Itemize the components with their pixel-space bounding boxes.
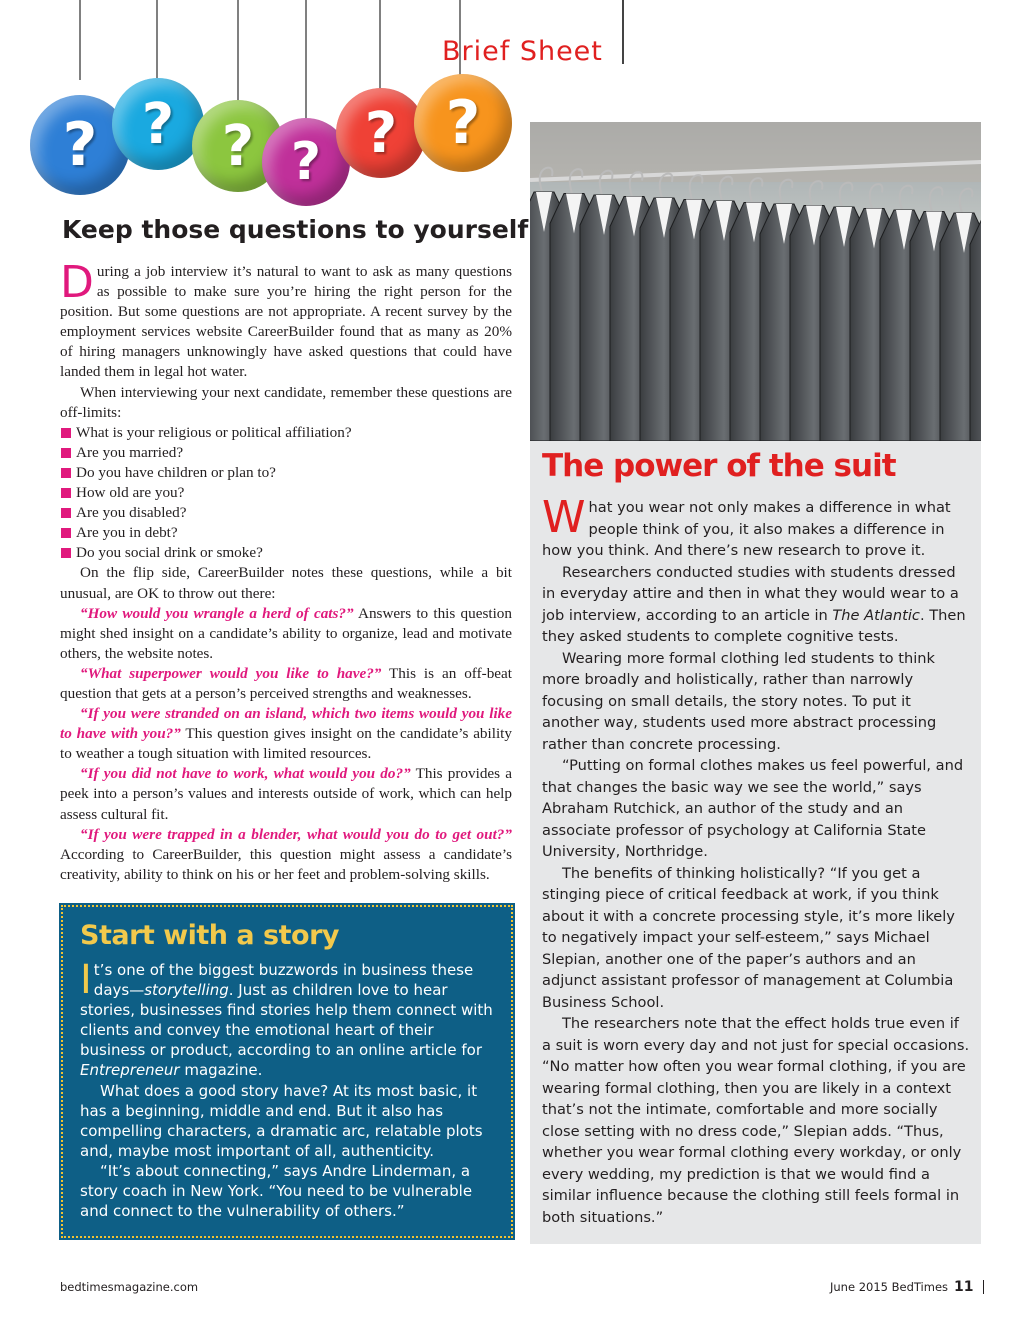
question-explanation: This question gives insight on the candidate’s ability to weather a tough situation with limited resources. — [60, 725, 512, 763]
sidebar-title: Start with a story — [80, 920, 339, 951]
sample-question: “If you did not have to work, what would you do?” — [80, 765, 411, 783]
question-paragraph — [60, 704, 512, 764]
off-limits-list — [60, 423, 512, 564]
question-paragraph — [60, 825, 512, 885]
article-title: The power of the suit — [542, 448, 896, 484]
sample-question: “What superpower would you like to have?” — [80, 664, 382, 682]
issue-info — [830, 1279, 974, 1295]
list-item: Do you social drink or smoke? — [60, 543, 512, 563]
paragraph: On the flip side, CareerBuilder notes these questions, while a bit unusual, are OK to throw out there: — [60, 564, 512, 602]
question-mark-icon: ? — [192, 100, 284, 192]
question-paragraph — [60, 604, 512, 664]
question-explanation: This provides a peek into a person’s values and interests outside of work, which can help assess cultural fit. — [60, 765, 512, 823]
sample-question: “How would you wrangle a herd of cats?” — [80, 604, 354, 622]
text-run: t’s one of the biggest buzzwords in business these days— — [93, 961, 474, 1000]
paragraph: What does a good story have? At its most basic, it has a beginning, middle and end. But it also has compelling characters, a dramatic arc, relatable plots and, maybe most important of all, authenticity. — [80, 1081, 483, 1160]
paragraph: The researchers note that the effect holds true even if a suit is worn every day and not just for special occasions. “No matter how often you wear formal clothing, if you are wearing formal clothing, then you are likely in a context that’s not the intimate, comfortable and more socially close setting with no dress code,” Slepian adds. “Thus, whether you wear formal clothing every workday, or only every wedding, my prediction is that we would find a similar influence because the clothing still feels formal in both situations.” — [542, 1015, 970, 1226]
header-divider — [622, 0, 624, 64]
question-mark-icon: ? — [112, 78, 204, 170]
page-number: 11 — [954, 1279, 974, 1295]
question-paragraph — [60, 664, 512, 704]
question-explanation: According to CareerBuilder, this question might assess a candidate’s creativity, ability to think on his or her feet and problem-solving skills. — [60, 845, 512, 883]
paragraph: When interviewing your next candidate, remember these questions are off-limits: — [60, 383, 512, 421]
sample-question: “If you were stranded on an island, which two items would you like to have with you?” — [60, 705, 512, 743]
list-item: Are you married? — [60, 443, 512, 463]
article-body — [542, 492, 970, 1228]
issue-date: June 2015 BedTimes — [830, 1280, 949, 1294]
section-title: Brief Sheet — [442, 36, 603, 67]
suits-on-rack-photo — [530, 122, 981, 441]
article-body — [60, 257, 512, 885]
text-run: . Just as children love to hear stories, businesses find stories help them connect with clients and convey the emotional heart of their business or product, according to an online article for — [80, 981, 493, 1060]
paragraph: uring a job interview it’s natural to want to ask as many questions as possible to make sure you’re hiring the right person for the position. But some questions are not appropriate. A recent survey by the employment services website CareerBuilder found that as many as 20% of hiring managers unknowingly have asked questions that could have landed them in legal hot water. — [60, 263, 512, 381]
sample-question: “If you were trapped in a blender, what would you do to get out?” — [80, 825, 512, 843]
paragraph: “Putting on formal clothes makes us feel powerful, and that changes the basic way we see the world,” says Abraham Rutchick, an author of the study and an associate professor of psychology at California State University, Northridge. — [542, 757, 964, 860]
question-paragraph — [60, 764, 512, 824]
paragraph: “It’s about connecting,” says Andre Linderman, a story coach in New York. “You need to be vulnerable and connect to the vulnerability of others.” — [80, 1161, 473, 1221]
list-item: Are you in debt? — [60, 523, 512, 543]
article-title: Keep those questions to yourself — [62, 215, 529, 244]
list-item: How old are you? — [60, 483, 512, 503]
list-item: Do you have children or plan to? — [60, 463, 512, 483]
question-explanation: Answers to this question might shed insight on a candidate’s ability to organize, lead and motivate others, the website notes. — [60, 604, 512, 662]
question-mark-icon: ? — [30, 95, 130, 195]
emphasis: The Atlantic — [832, 606, 920, 624]
paragraph: Wearing more formal clothing led students to think more broadly and holistically, rather than narrowly focusing on small details, the story notes. To put it another way, students used more abstract processing rather than concrete processing. — [542, 649, 937, 753]
paragraph — [542, 562, 970, 648]
question-mark-icon: ? — [262, 118, 350, 206]
text-run: Researchers conducted studies with students dressed in everyday attire and then in what they would wear to a job interview, according to an article in — [542, 563, 959, 624]
emphasis: storytelling — [144, 981, 229, 1000]
drop-cap: D — [60, 257, 94, 308]
question-mark-icon: ? — [414, 74, 512, 172]
question-mark-icon: ? — [336, 88, 426, 178]
text-run: magazine. — [179, 1061, 263, 1080]
emphasis: Entrepreneur — [80, 1061, 180, 1080]
list-item: What is your religious or political affiliation? — [60, 423, 512, 443]
sidebar-body — [80, 957, 500, 1221]
drop-cap: W — [542, 492, 586, 543]
website-url: bedtimesmagazine.com — [60, 1280, 199, 1294]
question-explanation: This is an off-beat question that gets at a person’s perceived strengths and weaknesses. — [60, 664, 512, 702]
paragraph: The benefits of thinking holistically? “If you get a stinging piece of critical feedback at work, if you think about it with a concrete processing style, it’s more likely to negatively impact your self-esteem,” says Michael Slepian, another one of the paper’s authors and an adjunct assistant professor of management at Columbia Business School. — [542, 864, 955, 1011]
paragraph: hat you wear not only makes a difference in what people think of you, it also makes a difference in how you think. And there’s new research to prove it. — [542, 499, 951, 559]
footer-divider — [983, 1280, 984, 1294]
drop-cap: I — [80, 957, 92, 1003]
list-item: Are you disabled? — [60, 503, 512, 523]
text-run: . Then they asked students to complete cognitive tests. — [542, 606, 966, 645]
suit-jacket — [970, 215, 981, 442]
